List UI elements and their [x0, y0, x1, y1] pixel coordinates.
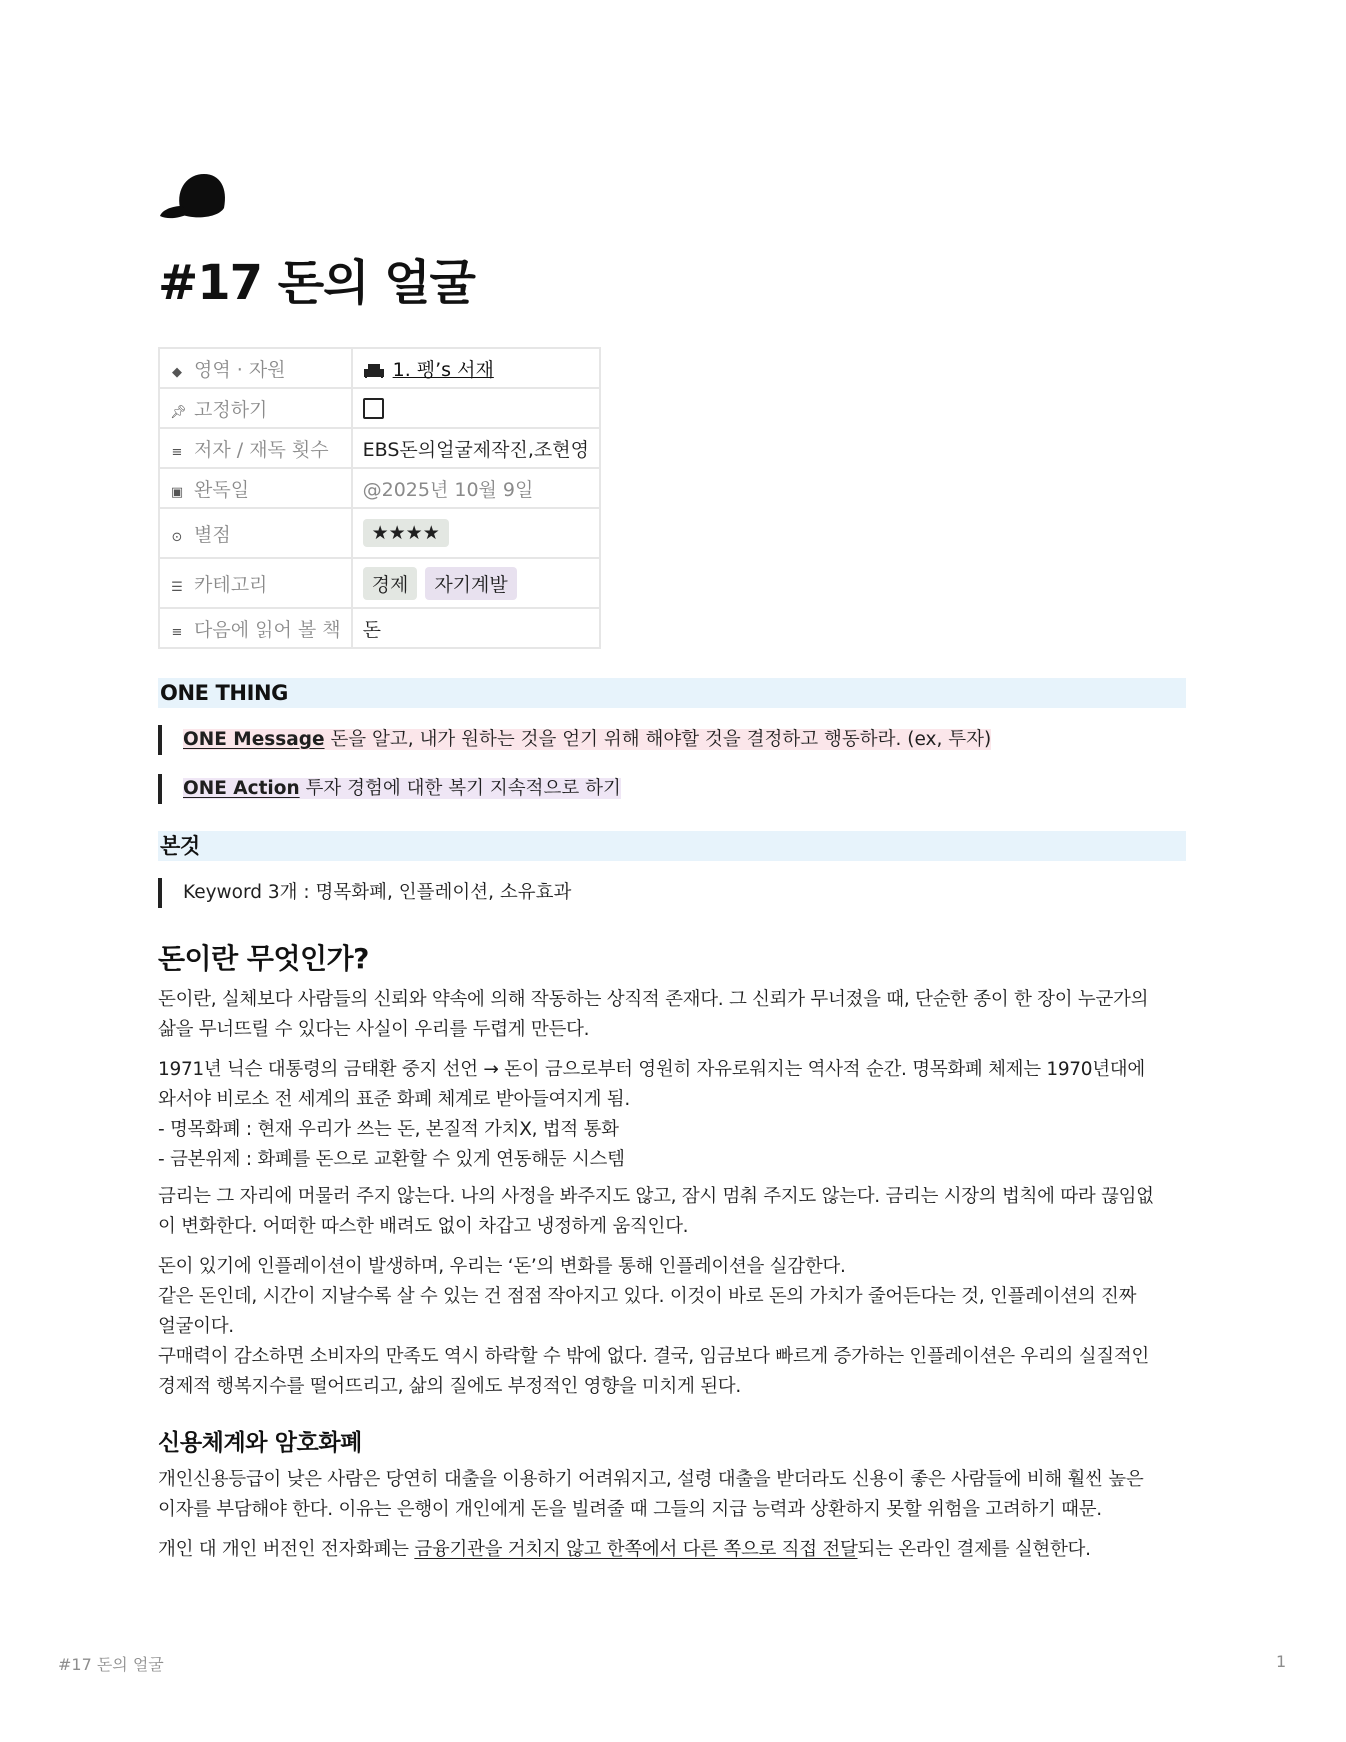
- one-action-text: 투자 경험에 대한 복기 지속적으로 하기: [305, 778, 621, 799]
- property-key: 저자 / 재독 횟수: [194, 438, 329, 461]
- date-value[interactable]: @2025년 10월 9일: [362, 478, 534, 501]
- bonchel-heading: 본것: [158, 831, 1186, 861]
- pin-checkbox[interactable]: [363, 398, 384, 419]
- property-value[interactable]: EBS돈의얼굴제작진,조현영: [352, 428, 600, 468]
- footer-page-number: 1: [1276, 1652, 1287, 1671]
- one-thing-heading: ONE THING: [158, 678, 1186, 708]
- one-action-label: ONE Action: [183, 778, 300, 799]
- one-message-quote: [158, 725, 991, 755]
- property-row-author: [159, 428, 600, 468]
- one-message-text: 돈을 알고, 내가 원하는 것을 얻기 위해 해야할 것을 결정하고 행동하라. (ex, 투자): [330, 729, 992, 750]
- pin-icon: 📌︎: [170, 404, 187, 420]
- keyword-text: 명목화폐, 인플레이션, 소유효과: [315, 882, 572, 903]
- properties-table: [158, 347, 601, 649]
- paragraph: 1971년 닉슨 대통령의 금태환 중지 선언 → 돈이 금으로부터 영원히 자유로워지는 역사적 순간. 명목화폐 체제는 1970년대에 와서야 비로소 전 세계의 표준 화폐 체계로 받아들여지게 됨. - 명목화폐 : 현재 우리가 쓰는 돈, 본질적 가치X, 법적 통화 - 금본위제 : 화폐를 돈으로 교환할 수 있게 연동해둔 시스템: [158, 1059, 1145, 1170]
- property-row-next-book: [159, 608, 600, 648]
- keyword-prefix: Keyword 3개 :: [183, 882, 316, 903]
- footer-title: #17 돈의 얼굴: [58, 1655, 164, 1674]
- sofa-icon: [363, 361, 385, 377]
- property-row-area: [159, 348, 600, 388]
- property-row-finished-date: [159, 468, 600, 508]
- text-lines-icon: ≡: [171, 444, 183, 460]
- text-lines-icon: ≡: [171, 624, 183, 640]
- property-value[interactable]: 돈: [352, 608, 600, 648]
- property-key: 완독일: [194, 478, 250, 501]
- section-heading: 돈이란 무엇인가?: [158, 942, 369, 975]
- property-key: 별점: [194, 523, 231, 546]
- baseball-cap-icon: [158, 168, 228, 224]
- property-key: 카테고리: [194, 573, 268, 596]
- paragraph: 개인신용등급이 낮은 사람은 당연히 대출을 이용하기 어려워지고, 설령 대출을 받더라도 신용이 좋은 사람들에 비해 훨씬 높은 이자를 부담해야 한다. 이유는 은행이 개인에게 돈을 빌려줄 때 그들의 지급 능력과 상환하지 못할 위험을 고려하기 때문.: [158, 1469, 1144, 1520]
- section-heading: 신용체계와 암호화폐: [158, 1430, 362, 1456]
- one-message-label: ONE Message: [183, 729, 325, 750]
- property-value[interactable]: [352, 348, 600, 388]
- keyword-quote: [158, 878, 571, 908]
- relation-link[interactable]: 1. 펭’s 서재: [392, 358, 494, 381]
- property-row-pin: [159, 388, 600, 428]
- property-key: 고정하기: [194, 398, 268, 421]
- calendar-icon: ▣: [170, 484, 184, 500]
- select-circle-icon: ⊙: [171, 529, 183, 545]
- paragraph: 금리는 그 자리에 머물러 주지 않는다. 나의 사정을 봐주지도 않고, 잠시 멈춰 주지도 않는다. 금리는 시장의 법칙에 따라 끊임없 이 변화한다. 어떠한 따스한 배려도 없이 차갑고 냉정하게 움직인다.: [158, 1186, 1154, 1237]
- property-row-rating: [159, 508, 600, 558]
- property-row-category: [159, 558, 600, 608]
- rating-tag[interactable]: ★★★★: [363, 519, 449, 547]
- page-title: #17 돈의 얼굴: [158, 255, 475, 311]
- category-tag[interactable]: 경제: [363, 567, 418, 600]
- paragraph: 돈이란, 실체보다 사람들의 신뢰와 약속에 의해 작동하는 상직적 존재다. 그 신뢰가 무너졌을 때, 단순한 종이 한 장이 누군가의 삶을 무너뜨릴 수 있다는 사실이 우리를 두렵게 만든다.: [158, 989, 1149, 1040]
- paragraph: 개인 대 개인 버전인 전자화폐는 금융기관을 거치지 않고 한쪽에서 다른 쪽으로 직접 전달되는 온라인 결제를 실현한다.: [158, 1539, 1091, 1560]
- stack-icon: ◆: [172, 364, 182, 380]
- underlined-text: 금융기관을 거치지 않고 한쪽에서 다른 쪽으로 직접 전달: [414, 1539, 858, 1560]
- category-tag[interactable]: 자기계발: [425, 567, 516, 600]
- paragraph: 돈이 있기에 인플레이션이 발생하며, 우리는 ‘돈’의 변화를 통해 인플레이션을 실감한다. 같은 돈인데, 시간이 지날수록 살 수 있는 건 점점 작아지고 있다. 이것이 바로 돈의 가치가 줄어든다는 것, 인플레이션의 진짜 얼굴이다. 구매력이 감소하면 소비자의 만족도 역시 하락할 수 밖에 없다. 결국, 임금보다 빠르게 증가하는 인플레이션은 우리의 실질적인 경제적 행복지수를 떨어뜨리고, 삶의 질에도 부정적인 영향을 미치게 된다.: [158, 1256, 1149, 1397]
- list-icon: ☰: [171, 579, 183, 595]
- one-action-quote: [158, 774, 621, 804]
- property-key: 다음에 읽어 볼 책: [194, 618, 341, 641]
- property-key: 영역 · 자원: [194, 358, 286, 381]
